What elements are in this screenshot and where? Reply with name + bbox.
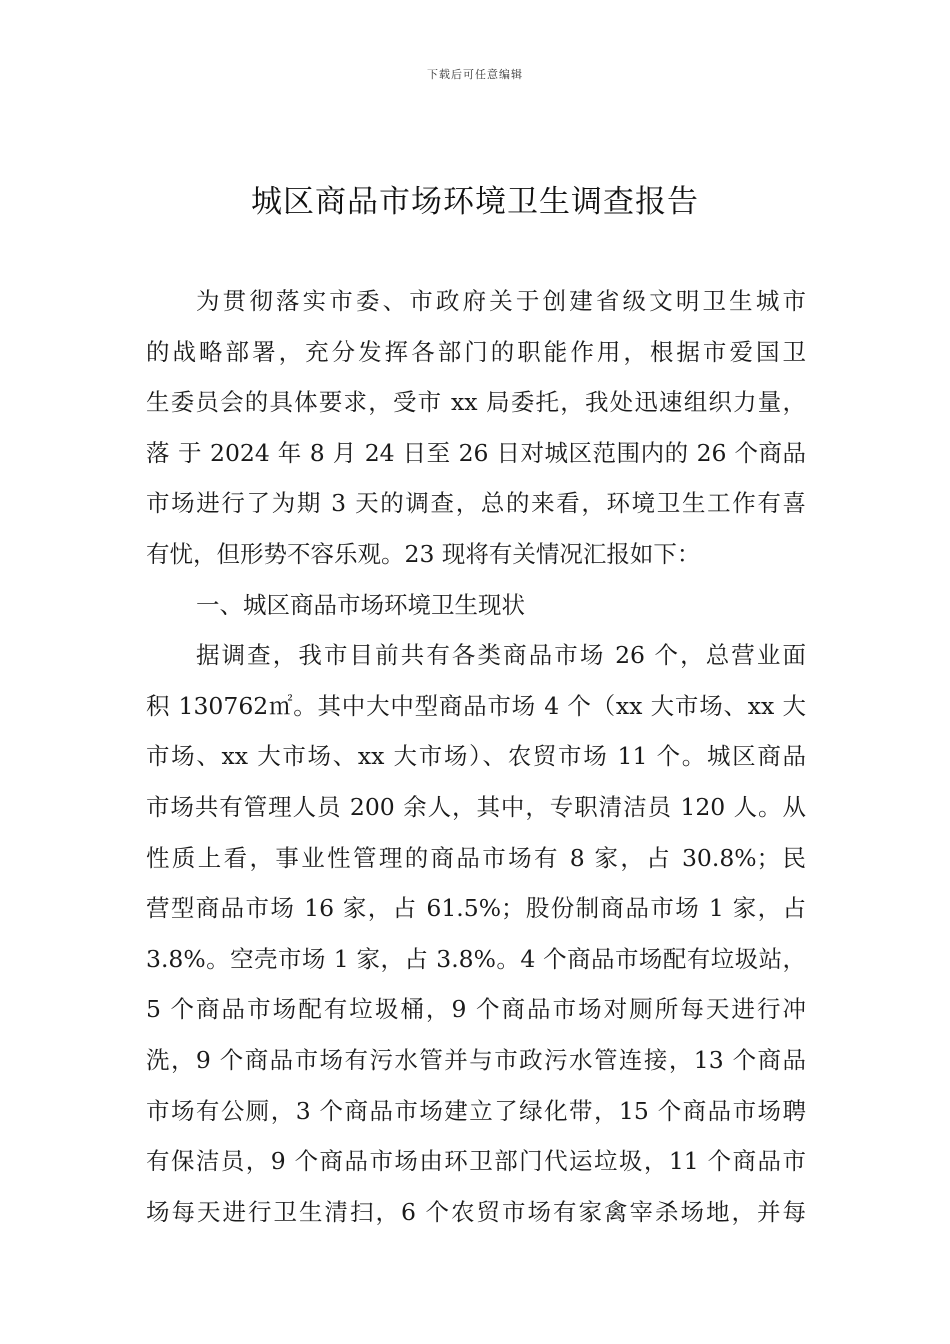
body-line: 3.8%。空壳市场 1 家，占 3.8%。4 个商品市场配有垃圾站， bbox=[146, 944, 806, 973]
body-line: 性质上看，事业性管理的商品市场有 8 家，占 30.8%；民 bbox=[146, 843, 806, 872]
body-line: 一、城区商品市场环境卫生现状 bbox=[196, 590, 525, 619]
body-line: 落 于 2024 年 8 月 24 日至 26 日对城区范围内的 26 个商品 bbox=[146, 438, 806, 467]
document-body bbox=[146, 282, 806, 1243]
body-line: 市场共有管理人员 200 余人，其中，专职清洁员 120 人。从 bbox=[146, 792, 806, 821]
body-line: 市场进行了为期 3 天的调查，总的来看，环境卫生工作有喜 bbox=[146, 489, 806, 518]
body-line: 据调查，我市目前共有各类商品市场 26 个，总营业面 bbox=[196, 641, 806, 670]
body-line: 营型商品市场 16 家，占 61.5%；股份制商品市场 1 家，占 bbox=[146, 894, 806, 923]
body-line: 有忧，但形势不容乐观。23 现将有关情况汇报如下： bbox=[146, 539, 701, 568]
body-line: 洗，9 个商品市场有污水管并与市政污水管连接，13 个商品 bbox=[146, 1045, 806, 1074]
header-note: 下载后可任意编辑 bbox=[427, 68, 523, 81]
body-line: 生委员会的具体要求，受市 xx 局委托，我处迅速组织力量， bbox=[146, 388, 806, 417]
body-line: 积 130762㎡。其中大中型商品市场 4 个（xx 大市场、xx 大 bbox=[146, 691, 806, 720]
body-line: 市场有公厕，3 个商品市场建立了绿化带，15 个商品市场聘 bbox=[146, 1096, 806, 1125]
body-line: 市场、xx 大市场、xx 大市场）、农贸市场 11 个。城区商品 bbox=[146, 742, 806, 771]
body-line: 5 个商品市场配有垃圾桶，9 个商品市场对厕所每天进行冲 bbox=[146, 995, 806, 1024]
body-line: 为贯彻落实市委、市政府关于创建省级文明卫生城市 bbox=[196, 287, 806, 315]
body-line: 场每天进行卫生清扫，6 个农贸市场有家禽宰杀场地，并每 bbox=[146, 1197, 806, 1226]
document-title: 城区商品市场环境卫生调查报告 bbox=[251, 184, 699, 220]
body-line: 的战略部署，充分发挥各部门的职能作用，根据市爱国卫 bbox=[146, 337, 806, 366]
body-line: 有保洁员，9 个商品市场由环卫部门代运垃圾，11 个商品市 bbox=[146, 1147, 806, 1176]
